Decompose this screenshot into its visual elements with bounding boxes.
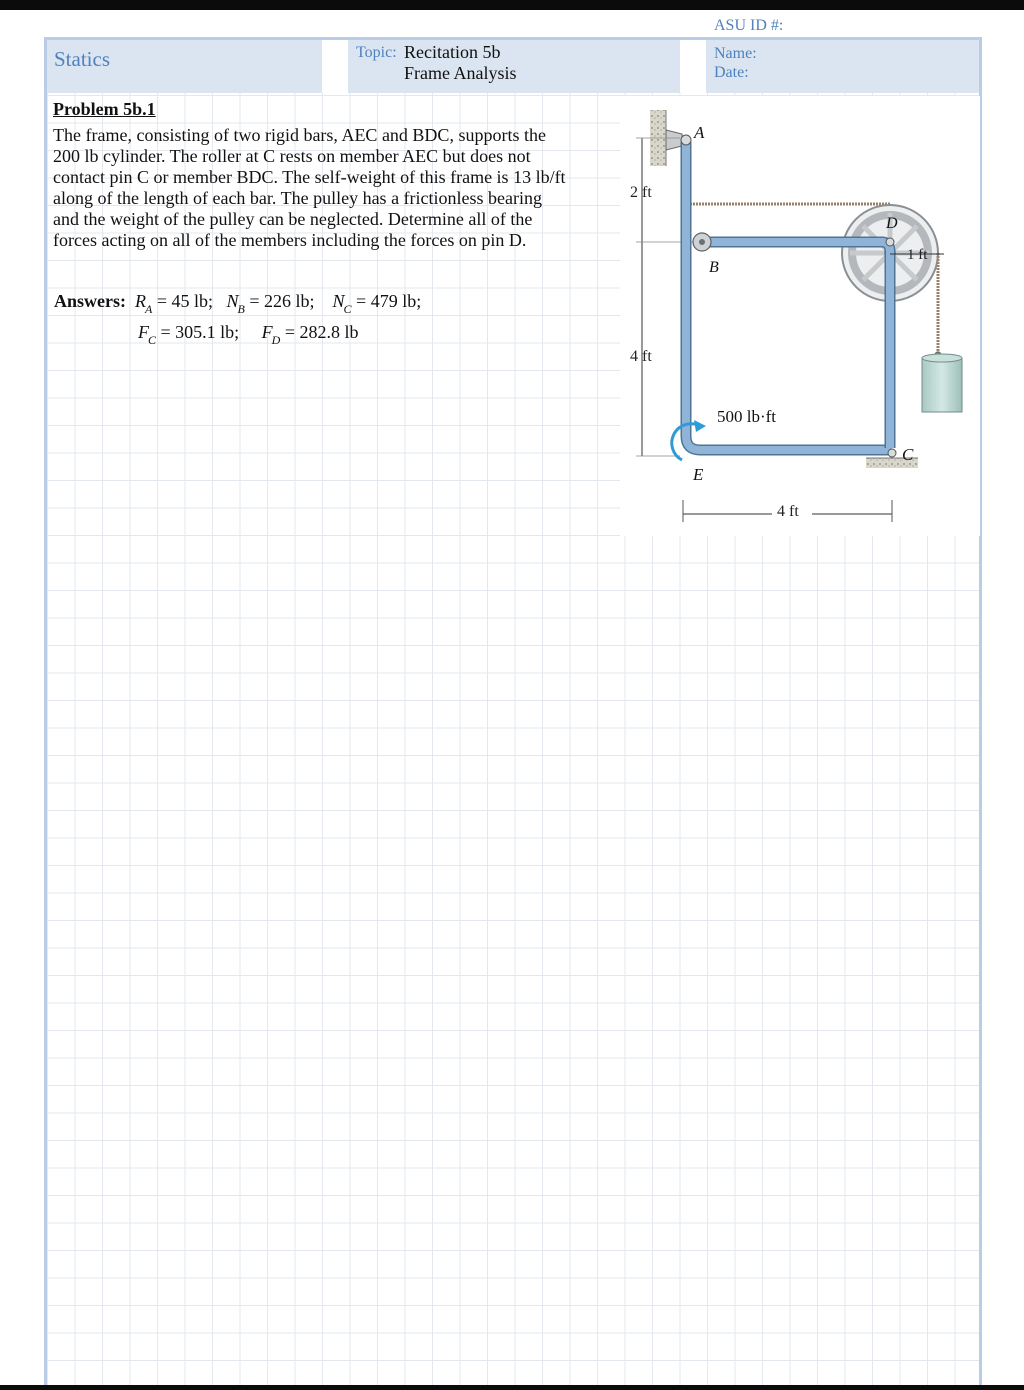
name-label: Name: [714,45,757,62]
answer-nb: $N_B = 226$ lb; [226,291,315,316]
answer-fc: $F_C = 305.1$ lb; [138,322,240,347]
problem-line: contact pin C or member BDC. The self-weight of this frame is 13 lb/ft [53,167,566,187]
answer-nc: $N_C = 479$ lb; [332,291,422,316]
problem-line: forces acting on all of the members including the forces on pin D. [53,230,527,250]
problem-line: The frame, consisting of two rigid bars, AEC and BDC, supports the [53,125,546,145]
header-divider [680,40,706,93]
member-aec-fill [686,142,892,450]
topic-line-2: Frame Analysis [404,63,517,83]
course-title: Statics [54,47,110,71]
date-label: Date: [714,64,749,81]
answers-label: Answers: [54,291,126,311]
frame-diagram [620,96,980,536]
topic-label: Topic: [356,44,397,61]
label-e: E [693,465,704,484]
roller-b-hub [699,239,705,245]
answers-row-2 [138,322,359,347]
moment-label: 500 lb·ft [717,407,777,426]
pin-a [681,135,691,145]
problem-line: along of the length of each bar. The pulley has a frictionless bearing [53,188,543,208]
top-bar [0,0,1024,10]
header-divider [322,40,348,93]
dim-label-2ft: 2 ft [630,184,652,201]
answer-fd: $F_D = 282.8$ lb [261,322,359,347]
problem-line: and the weight of the pulley can be neglected. Determine all of the [53,209,533,229]
pin-bracket-a [666,130,682,150]
bottom-bar [0,1385,1024,1390]
pin-d [886,238,894,246]
answers-row-1 [54,291,422,316]
label-d: D [886,215,898,232]
roller-c [888,449,896,457]
cylinder [922,354,962,412]
label-c: C [902,445,914,464]
moment-arrowhead [694,420,706,432]
problem-line: 200 lb cylinder. The roller at C rests on member AEC but does not [53,146,531,166]
asu-id-label: ASU ID #: [714,17,784,34]
problem-title: Problem 5b.1 [53,99,156,119]
topic-line-1: Recitation 5b [404,42,501,62]
dim-label-4ft-vertical: 4 ft [630,348,652,365]
dim-label-4ft-horizontal: 4 ft [777,503,799,520]
frame-figure [620,96,980,536]
answer-ra: $R_A = 45$ lb; [135,291,213,316]
dim-label-1ft: 1 ft [907,247,928,263]
problem-statement [53,125,618,251]
member-aec [686,142,892,450]
label-b: B [709,259,719,276]
label-a: A [694,123,705,142]
